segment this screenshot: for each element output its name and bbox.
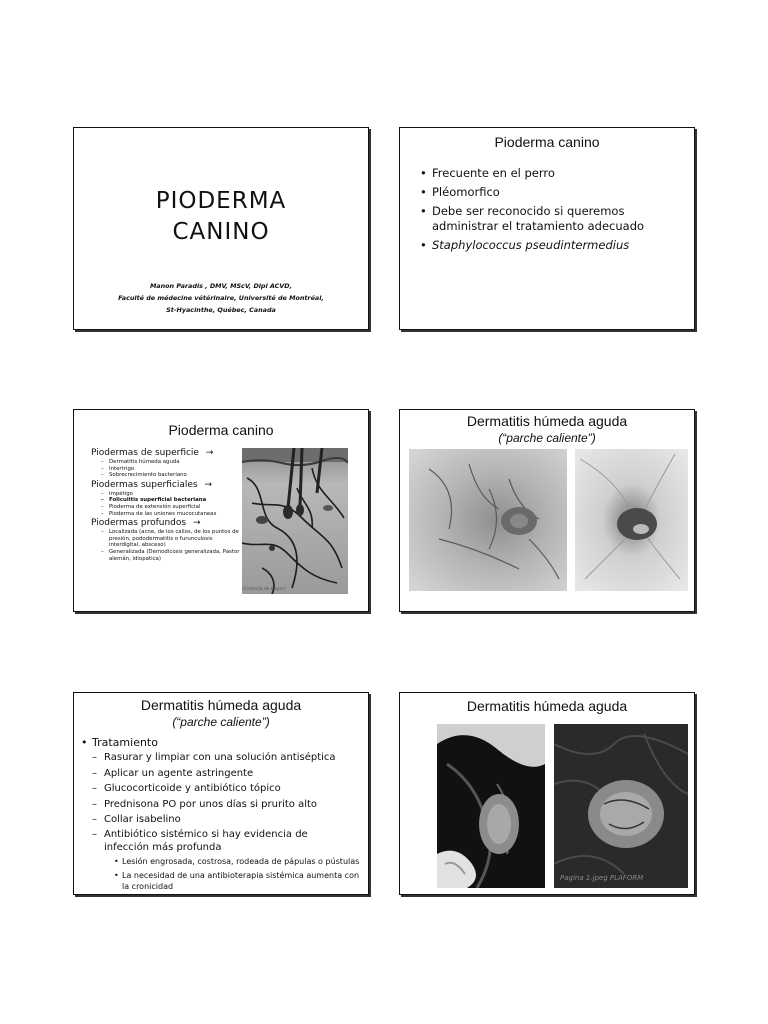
group3-items (91, 529, 243, 562)
list-item: – Foliculitis superficial bacteriana (101, 497, 243, 504)
slide1-credit-3: St-Hyacinthe, Québec, Canada (166, 306, 276, 314)
arrow-icon: → (192, 518, 201, 529)
hot-spot-photo-1 (409, 449, 567, 591)
group3-label: Piodermas profundos (91, 518, 187, 529)
skin-diagram-image (242, 448, 348, 594)
slide-dermatitis-photos-2 (399, 692, 695, 895)
group1-heading (91, 448, 243, 459)
list-item: – Sobrecrecimiento bacteriano (101, 472, 243, 479)
arrow-icon: → (204, 479, 212, 490)
slide2-bullet: • Debe ser reconocido si queremos administrar el tratamiento adecuado (418, 204, 688, 234)
list-item: – Dermatitis húmeda aguda (101, 459, 243, 466)
slide-pioderma-classification (73, 409, 369, 612)
slide1-credit-1: Manon Paradis , DMV, MScV, Dipl ACVD, (149, 282, 293, 290)
group1-label: Piodermas de superficie (91, 448, 199, 458)
group2-heading (91, 480, 243, 491)
slide4-subtitle: (“parche caliente”) (498, 431, 596, 445)
list-item: – Localizada (acne, de los callos, de los puntos de presión, pododermatitis o furunculosis interdigital, absceso) (101, 529, 243, 549)
treatment-item: – Rasurar y limpiar con una solución antiséptica (80, 750, 366, 766)
slide1-credit-2: Faculté de médecine vétérinaire, Université de Montréal, (118, 294, 324, 302)
slide6-title: Dermatitis húmeda aguda (466, 698, 628, 714)
treatment-item: – Antibiótico sistémico si hay evidencia de infección más profunda (80, 828, 366, 854)
list-item: – Intertrigo (101, 466, 243, 473)
group2-items (91, 491, 243, 517)
dog-photo-1 (437, 724, 545, 888)
slide2-bullet: • Pléomorfico (418, 185, 688, 200)
slide2-title: Pioderma canino (494, 134, 600, 150)
image-caption: (Cortesía de Bayer) (242, 587, 286, 592)
slide2-bullets (418, 166, 688, 257)
dog-photo-2 (554, 724, 688, 888)
list-item: – Pioderma de las uniones mucocutaneas (101, 511, 243, 518)
treatment-sub-item: • Lesión engrosada, costrosa, rodeada de pápulas o pústulas (80, 856, 366, 867)
treatment-item: – Collar isabelino (80, 812, 366, 828)
classification-list (91, 448, 243, 562)
slide-tratamiento (73, 692, 369, 895)
slide1-title-line1: PIODERMA (155, 188, 287, 214)
treatment-item: – Aplicar un agente astringente (80, 766, 366, 782)
slide4-title: Dermatitis húmeda aguda (466, 413, 628, 429)
list-item: – Generalizada (Demodicosis generalizada, Pastor alemán, idiopatica) (101, 549, 243, 562)
slide1-title-line2: CANINO (172, 219, 270, 245)
treatment-list (80, 736, 366, 892)
treatment-sub-item: • La necesidad de una antibioterapia sistémica aumenta con la cronicidad (80, 870, 366, 892)
slide2-bullet: • Frecuente en el perro (418, 166, 688, 181)
slide-title (73, 127, 369, 330)
group3-heading (91, 518, 243, 529)
group1-items (91, 459, 243, 479)
treatment-heading: • Tratamiento (80, 736, 366, 750)
treatment-item: – Glucocorticoide y antibiótico tópico (80, 781, 366, 797)
hot-spot-photo-2 (575, 449, 688, 591)
photo-watermark: Pagina 1.jpeg PLAFORM (560, 874, 644, 882)
slide2-bullet-species: • Staphylococcus pseudintermedius (418, 238, 688, 253)
slide-dermatitis-photos (399, 409, 695, 612)
treatment-item: – Prednisona PO por unos días si prurito alto (80, 797, 366, 813)
arrow-icon: → (205, 448, 214, 458)
list-item: – Impétigo (101, 491, 243, 498)
slide3-title: Pioderma canino (168, 422, 274, 438)
slide5-subtitle: (“parche caliente”) (172, 715, 270, 729)
list-item: – Pioderma de extensión superficial (101, 504, 243, 511)
slide-pioderma-intro (399, 127, 695, 330)
group2-label: Piodermas superficiales (91, 479, 198, 490)
slide5-title: Dermatitis húmeda aguda (140, 697, 302, 713)
